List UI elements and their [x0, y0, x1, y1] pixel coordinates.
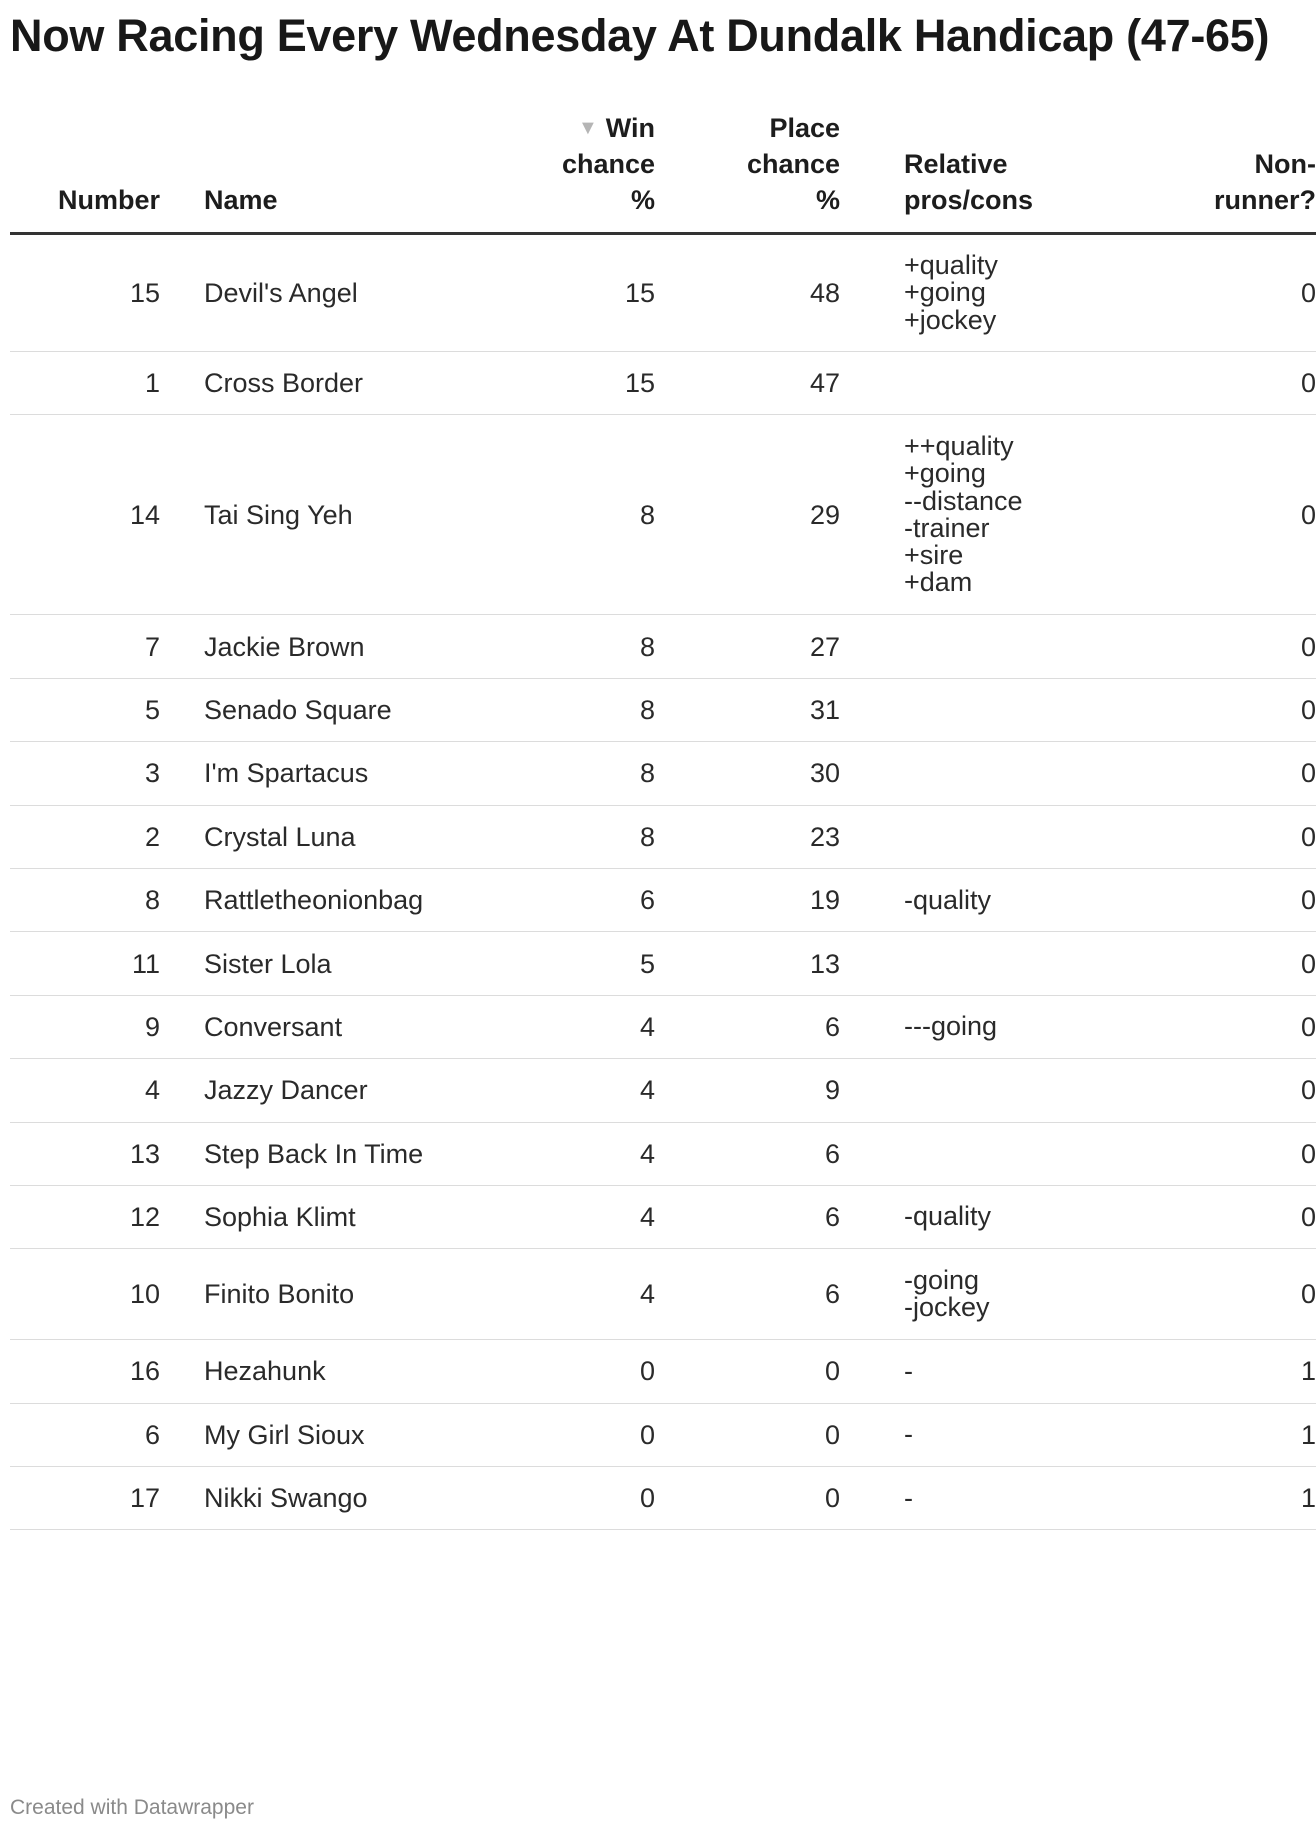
datawrapper-credit: Created with Datawrapper: [10, 1796, 254, 1819]
table-row: [10, 742, 1316, 805]
cell-place-chance: 13: [655, 932, 840, 995]
header-name[interactable]: [180, 110, 544, 234]
cell-win-chance: 5: [544, 932, 655, 995]
cell-place-chance: 23: [655, 805, 840, 868]
relative-note: +jockey: [904, 304, 997, 335]
header-relative-pros-cons[interactable]: [840, 110, 1159, 234]
cell-win-chance: 8: [544, 415, 655, 615]
cell-relative-pros-cons: [840, 1340, 1159, 1403]
cell-non-runner: 0: [1159, 805, 1316, 868]
cell-place-chance: 30: [655, 742, 840, 805]
relative-note: ++quality: [904, 431, 1014, 461]
cell-relative-pros-cons: [840, 932, 1159, 995]
cell-name: Conversant: [180, 995, 544, 1058]
relative-note: -: [904, 1482, 913, 1513]
cell-relative-pros-cons: [840, 1185, 1159, 1248]
header-win-line-3: %: [630, 185, 655, 215]
cell-win-chance: 15: [544, 352, 655, 415]
cell-name: Jazzy Dancer: [180, 1059, 544, 1122]
cell-win-chance: 0: [544, 1340, 655, 1403]
relative-note: -going: [904, 1265, 980, 1295]
cell-win-chance: 0: [544, 1403, 655, 1466]
relative-note: -: [904, 1419, 913, 1450]
cell-number: 9: [10, 995, 180, 1058]
cell-name: Senado Square: [180, 678, 544, 741]
header-place-line-2: chance: [746, 149, 840, 179]
relative-note: +dam: [904, 567, 973, 598]
cell-win-chance: 8: [544, 742, 655, 805]
cell-number: 12: [10, 1185, 180, 1248]
cell-place-chance: 29: [655, 415, 840, 615]
header-nonrunner-line-1: Non-: [1254, 149, 1316, 179]
cell-number: 15: [10, 234, 180, 352]
header-number-line: Number: [57, 185, 160, 215]
cell-number: 13: [10, 1122, 180, 1185]
table-row: [10, 352, 1316, 415]
table-row: [10, 805, 1316, 868]
cell-name: Nikki Swango: [180, 1467, 544, 1530]
cell-non-runner: 0: [1159, 352, 1316, 415]
cell-non-runner: 1: [1159, 1403, 1316, 1466]
relative-note: -quality: [904, 884, 992, 915]
header-number[interactable]: [10, 110, 180, 234]
cell-relative-pros-cons: [840, 415, 1159, 615]
relative-note: -trainer: [904, 512, 990, 543]
cell-name: Sophia Klimt: [180, 1185, 544, 1248]
table-row: [10, 615, 1316, 678]
cell-name: Cross Border: [180, 352, 544, 415]
cell-number: 11: [10, 932, 180, 995]
runners-table: [10, 110, 1316, 1530]
table-row: [10, 1467, 1316, 1530]
relative-note: --distance: [904, 485, 1023, 516]
relative-note: -quality: [904, 1201, 992, 1232]
sort-descending-icon[interactable]: ▼: [577, 117, 598, 139]
cell-name: Rattletheonionbag: [180, 868, 544, 931]
cell-place-chance: 9: [655, 1059, 840, 1122]
cell-number: 6: [10, 1403, 180, 1466]
header-place-line-3: %: [815, 185, 840, 215]
cell-name: Devil's Angel: [180, 234, 544, 352]
cell-place-chance: 0: [655, 1403, 840, 1466]
cell-relative-pros-cons: [840, 615, 1159, 678]
cell-win-chance: 8: [544, 805, 655, 868]
cell-number: 10: [10, 1249, 180, 1340]
cell-number: 4: [10, 1059, 180, 1122]
cell-place-chance: 19: [655, 868, 840, 931]
chart-title: Now Racing Every Wednesday At Dundalk Handicap (47-65): [10, 10, 1270, 61]
cell-number: 1: [10, 352, 180, 415]
header-win-line-2: chance: [561, 149, 655, 179]
cell-relative-pros-cons: [840, 742, 1159, 805]
cell-name: I'm Spartacus: [180, 742, 544, 805]
cell-number: 5: [10, 678, 180, 741]
relative-note: -jockey: [904, 1292, 990, 1323]
cell-relative-pros-cons: [840, 678, 1159, 741]
cell-non-runner: 0: [1159, 234, 1316, 352]
cell-number: 8: [10, 868, 180, 931]
table-row: [10, 995, 1316, 1058]
cell-place-chance: 6: [655, 1122, 840, 1185]
header-win-line-1: [544, 110, 655, 146]
table-row: [10, 1122, 1316, 1185]
relative-note: +quality: [904, 250, 998, 281]
header-place-line-1: Place: [769, 113, 840, 143]
relative-note: -: [904, 1355, 913, 1386]
cell-non-runner: 0: [1159, 415, 1316, 615]
cell-name: Finito Bonito: [180, 1249, 544, 1340]
table-row: [10, 1059, 1316, 1122]
cell-relative-pros-cons: [840, 1122, 1159, 1185]
relative-note: ---going: [904, 1011, 998, 1042]
header-name-line: Name: [204, 185, 278, 215]
cell-relative-pros-cons: [840, 352, 1159, 415]
cell-non-runner: 0: [1159, 1122, 1316, 1185]
cell-non-runner: 0: [1159, 995, 1316, 1058]
header-win-chance[interactable]: [544, 110, 655, 234]
cell-non-runner: 0: [1159, 1059, 1316, 1122]
relative-note: +sire: [904, 540, 964, 571]
relative-note: +going: [904, 277, 986, 308]
cell-place-chance: 6: [655, 1185, 840, 1248]
cell-name: My Girl Sioux: [180, 1403, 544, 1466]
cell-number: 17: [10, 1467, 180, 1530]
cell-relative-pros-cons: [840, 1059, 1159, 1122]
cell-number: 3: [10, 742, 180, 805]
cell-win-chance: 15: [544, 234, 655, 352]
header-win-line-1-text: Win: [605, 113, 655, 143]
table-row: [10, 415, 1316, 615]
cell-name: Hezahunk: [180, 1340, 544, 1403]
cell-non-runner: 0: [1159, 742, 1316, 805]
table-row: [10, 1185, 1316, 1248]
cell-name: Step Back In Time: [180, 1122, 544, 1185]
cell-place-chance: 48: [655, 234, 840, 352]
cell-number: 2: [10, 805, 180, 868]
table-row: [10, 1249, 1316, 1340]
header-nonrunner-line-2: runner?: [1213, 185, 1316, 215]
cell-place-chance: 0: [655, 1467, 840, 1530]
cell-place-chance: 6: [655, 995, 840, 1058]
cell-non-runner: 0: [1159, 678, 1316, 741]
cell-non-runner: 1: [1159, 1340, 1316, 1403]
cell-relative-pros-cons: [840, 1403, 1159, 1466]
cell-place-chance: 27: [655, 615, 840, 678]
header-place-chance[interactable]: [655, 110, 840, 234]
cell-win-chance: 4: [544, 1059, 655, 1122]
cell-non-runner: 1: [1159, 1467, 1316, 1530]
cell-place-chance: 47: [655, 352, 840, 415]
cell-win-chance: 8: [544, 678, 655, 741]
cell-name: Jackie Brown: [180, 615, 544, 678]
cell-non-runner: 0: [1159, 932, 1316, 995]
cell-place-chance: 6: [655, 1249, 840, 1340]
cell-non-runner: 0: [1159, 1185, 1316, 1248]
table-header-row: [10, 110, 1316, 234]
cell-win-chance: 0: [544, 1467, 655, 1530]
table-row: [10, 234, 1316, 352]
header-non-runner[interactable]: [1159, 110, 1316, 234]
cell-relative-pros-cons: [840, 1467, 1159, 1530]
cell-relative-pros-cons: [840, 234, 1159, 352]
cell-win-chance: 4: [544, 1122, 655, 1185]
cell-relative-pros-cons: [840, 995, 1159, 1058]
cell-non-runner: 0: [1159, 868, 1316, 931]
cell-name: Sister Lola: [180, 932, 544, 995]
cell-relative-pros-cons: [840, 805, 1159, 868]
table-row: [10, 678, 1316, 741]
cell-name: Tai Sing Yeh: [180, 415, 544, 615]
cell-number: 16: [10, 1340, 180, 1403]
cell-number: 14: [10, 415, 180, 615]
cell-place-chance: 0: [655, 1340, 840, 1403]
table-row: [10, 1403, 1316, 1466]
cell-win-chance: 8: [544, 615, 655, 678]
cell-win-chance: 4: [544, 995, 655, 1058]
cell-place-chance: 31: [655, 678, 840, 741]
cell-name: Crystal Luna: [180, 805, 544, 868]
header-relative-line-2: pros/cons: [904, 185, 1034, 215]
cell-relative-pros-cons: [840, 868, 1159, 931]
table-row: [10, 1340, 1316, 1403]
table-row: [10, 868, 1316, 931]
cell-win-chance: 6: [544, 868, 655, 931]
table-row: [10, 932, 1316, 995]
cell-win-chance: 4: [544, 1249, 655, 1340]
cell-win-chance: 4: [544, 1185, 655, 1248]
relative-note: +going: [904, 458, 986, 489]
table-body: [10, 234, 1316, 1530]
cell-non-runner: 0: [1159, 615, 1316, 678]
cell-number: 7: [10, 615, 180, 678]
cell-non-runner: 0: [1159, 1249, 1316, 1340]
header-relative-line-1: Relative: [904, 149, 1008, 179]
cell-relative-pros-cons: [840, 1249, 1159, 1340]
